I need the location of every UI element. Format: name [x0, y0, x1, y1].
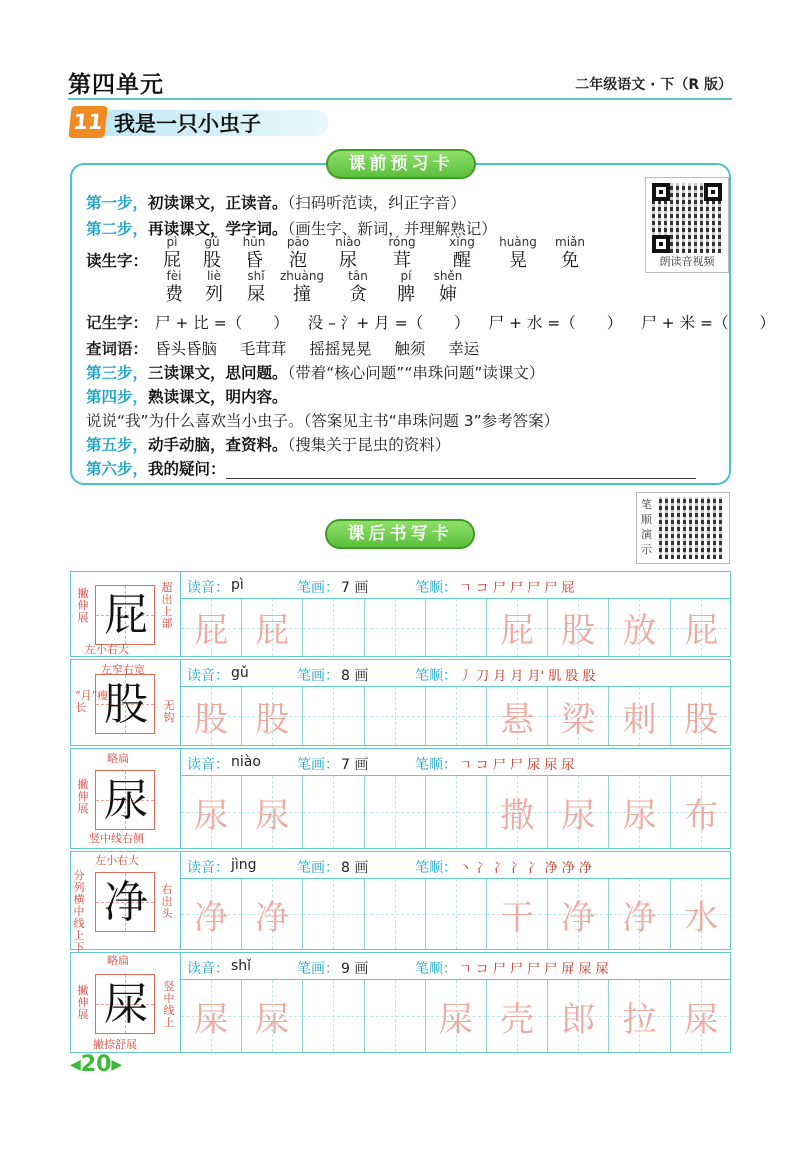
prev-arrow-icon: ◀: [70, 1057, 81, 1073]
trace-char: 净: [561, 897, 596, 938]
memo-item: 尸 + 水 =（ ）: [488, 314, 623, 332]
trace-char: [365, 599, 425, 656]
order-label: 笔顺：: [415, 961, 457, 977]
pinyin: niào: [335, 235, 361, 249]
writing-cell[interactable]: [548, 776, 609, 848]
trace-char: 屁: [255, 611, 290, 651]
writing-cell[interactable]: [487, 980, 548, 1052]
trace-char: 刺: [622, 699, 657, 740]
writing-cell[interactable]: [548, 980, 609, 1052]
pinyin: pì: [166, 235, 178, 249]
char-model-panel: [71, 852, 181, 954]
hanzi: 撞: [293, 284, 311, 305]
writing-cell[interactable]: [181, 776, 242, 848]
char-practice-block: [70, 851, 731, 954]
writing-cell[interactable]: [181, 980, 242, 1052]
hanzi: 昏: [245, 250, 263, 271]
trace-char: 净: [255, 897, 290, 938]
trace-char: 布: [684, 795, 719, 836]
question-text: 说说“我”为什么喜欢当小虫子。（答案见主书“串珠问题 3”参考答案）: [86, 412, 560, 430]
writing-cell[interactable]: [365, 776, 426, 848]
unit-title: 第四单元: [68, 72, 164, 98]
pinyin-value: gǔ: [231, 665, 249, 681]
trace-char: 屎: [684, 999, 719, 1040]
trace-char: [426, 599, 486, 656]
trace-char: 拉: [622, 999, 657, 1040]
writing-grid: [181, 776, 730, 848]
writing-cell[interactable]: [242, 599, 303, 656]
stroke-order: ㄱ コ 尸 尸 尿 尿 尿: [459, 758, 575, 773]
model-char-box: [95, 974, 155, 1034]
preview-card: [70, 154, 775, 485]
new-char: [188, 235, 236, 272]
word-item: 触须: [394, 340, 426, 358]
reading-label: 读音：: [187, 961, 229, 977]
strokes-value: 7 画: [341, 757, 369, 773]
pinyin: zhuàng: [279, 269, 325, 283]
writing-cell[interactable]: [365, 879, 426, 949]
pinyin-value: pì: [231, 577, 244, 593]
word-item: 幸运: [448, 340, 480, 358]
pinyin: hūn: [242, 235, 266, 249]
char-info-row: [181, 953, 730, 980]
trace-char: [365, 980, 425, 1052]
strokes-label: 笔画：: [297, 668, 339, 684]
writing-cell[interactable]: [365, 599, 426, 656]
writing-cell[interactable]: [487, 776, 548, 848]
writing-tip: 撇伸展: [77, 778, 89, 815]
writing-cell[interactable]: [242, 776, 303, 848]
pinyin: pí: [400, 269, 412, 283]
strokes-label: 笔画：: [297, 961, 339, 977]
writing-grid: [181, 879, 730, 949]
stroke-order: 丶 冫 冫 冫 冫 净 净 净: [459, 861, 592, 876]
reading-qr-code[interactable]: [645, 177, 729, 273]
strokes-value: 9 画: [341, 961, 369, 977]
new-char: [422, 269, 474, 306]
words-label: 查词语：: [86, 340, 149, 358]
writing-cell[interactable]: [365, 980, 426, 1052]
word-item: 昏头昏脑: [154, 340, 217, 358]
hanzi: 费: [165, 284, 183, 305]
new-char: [276, 269, 328, 306]
writing-cell[interactable]: [487, 599, 548, 656]
writing-cell[interactable]: [548, 879, 609, 949]
pinyin: tān: [348, 269, 368, 283]
pinyin: pāo: [286, 235, 310, 249]
writing-cell[interactable]: [609, 687, 670, 745]
trace-char: [303, 980, 363, 1052]
page-header: [68, 62, 732, 102]
pinyin: huàng: [499, 235, 537, 249]
grade-label: 二年级语文 · 下（R 版）: [575, 77, 732, 93]
reading-label: 读音：: [187, 580, 229, 596]
model-char-box: [95, 585, 155, 645]
hanzi: 晃: [509, 250, 527, 271]
char-info-row: [181, 749, 730, 776]
trace-char: [365, 879, 425, 949]
writing-cell[interactable]: [487, 687, 548, 745]
model-char: 净: [104, 877, 148, 928]
writing-cell[interactable]: [671, 687, 732, 745]
question-answer-line[interactable]: [226, 463, 696, 479]
model-char-box: [95, 770, 155, 830]
char-model-panel: [71, 660, 181, 745]
header-divider: [68, 98, 732, 100]
char-practice-block: [70, 571, 731, 657]
writing-tip: 无钩: [163, 699, 175, 724]
char-practice-block: [70, 748, 731, 849]
trace-char: [426, 776, 486, 848]
char-info-row: [181, 852, 730, 879]
read-chars-label: 读生字：: [86, 252, 149, 270]
strokes-value: 8 画: [341, 668, 369, 684]
writing-cell[interactable]: [242, 879, 303, 949]
model-char-box: [95, 674, 155, 734]
writing-tip: 竖中线右侧: [89, 832, 144, 845]
strokes-label: 笔画：: [297, 860, 339, 876]
trace-char: 屁: [194, 611, 229, 651]
new-char: [378, 235, 426, 272]
step-1: 第一步，初读课文，正读音。（扫码听范读，纠正字音）: [86, 194, 466, 212]
writing-tip: 左窄右宽: [101, 663, 145, 676]
hanzi: 泡: [289, 250, 307, 271]
strokes-value: 8 画: [341, 860, 369, 876]
writing-cell[interactable]: [426, 599, 487, 656]
strokes-label: 笔画：: [297, 757, 339, 773]
new-char: [494, 235, 542, 272]
writing-cell[interactable]: [242, 687, 303, 745]
model-char: 屁: [104, 590, 148, 641]
stroke-order: ㄱ コ 尸 尸 尸 尸 屁: [459, 581, 575, 596]
reading-label: 读音：: [187, 668, 229, 684]
order-label: 笔顺：: [415, 580, 457, 596]
pinyin-value: jìng: [231, 857, 257, 873]
trace-char: 悬: [500, 699, 535, 740]
trace-char: 股: [684, 699, 719, 740]
hanzi: 茸: [393, 250, 411, 271]
pinyin: róng: [388, 235, 416, 249]
preview-card-tag: 课前预习卡: [326, 149, 476, 179]
trace-char: 屁: [500, 611, 535, 651]
word-item: 摇摇晃晃: [309, 340, 372, 358]
trace-char: 壳: [500, 999, 535, 1040]
writing-cell[interactable]: [242, 980, 303, 1052]
memo-item: 尸 + 比 =（ ）: [154, 314, 289, 332]
trace-char: [303, 879, 363, 949]
pinyin: gǔ: [204, 235, 220, 249]
hanzi: 贪: [349, 284, 367, 305]
trace-char: 净: [194, 897, 229, 938]
new-char: [438, 235, 486, 272]
order-label: 笔顺：: [415, 668, 457, 684]
strokes-label: 笔画：: [297, 580, 339, 596]
writing-tip: 竖中线上: [163, 980, 175, 1029]
new-char: [546, 235, 594, 272]
next-arrow-icon: ▶: [111, 1057, 123, 1073]
lesson-number-badge: 11: [68, 106, 107, 138]
step-2: 第二步，再读课文，学字词。（画生字、新词，并理解熟记）: [86, 220, 497, 238]
writing-tip: 撇伸展: [77, 587, 89, 624]
reading-label: 读音：: [187, 757, 229, 773]
char-model-panel: [71, 953, 181, 1052]
trace-char: 股: [255, 699, 290, 740]
pinyin: miǎn: [555, 235, 585, 249]
writing-cell[interactable]: [609, 599, 670, 656]
trace-char: 屁: [684, 611, 719, 651]
writing-cell[interactable]: [548, 599, 609, 656]
step-6: 第六步，我的疑问：: [86, 457, 696, 479]
writing-cell[interactable]: [181, 879, 242, 949]
char-practice-block: [70, 952, 731, 1053]
stroke-order: ㄱ コ 尸 尸 尸 尸 屏 屎 屎: [459, 962, 609, 977]
writing-tip: 分列横中线上下: [73, 869, 85, 954]
char-info-row: [181, 660, 730, 687]
model-char: 尿: [104, 775, 148, 826]
new-char: [332, 269, 384, 306]
writing-grid: [181, 980, 730, 1052]
trace-char: 屎: [194, 999, 229, 1040]
page-number: ◀20▶: [70, 1052, 123, 1077]
trace-char: [426, 879, 486, 949]
trace-char: 放: [622, 611, 657, 651]
writing-cell[interactable]: [303, 776, 364, 848]
memo-item: 尸 + 米 =（ ）: [641, 314, 775, 332]
trace-char: 干: [500, 897, 535, 938]
pinyin: fèi: [166, 269, 182, 283]
writing-cell[interactable]: [303, 687, 364, 745]
writing-cell[interactable]: [609, 980, 670, 1052]
trace-char: 梁: [561, 699, 596, 740]
writing-grid: [181, 599, 730, 656]
writing-tip: 左小右大: [95, 854, 139, 867]
writing-cell[interactable]: [426, 776, 487, 848]
writing-tip: 右出头: [161, 883, 173, 920]
writing-cell[interactable]: [671, 980, 732, 1052]
writing-cell[interactable]: [671, 599, 732, 656]
trace-char: 净: [622, 897, 657, 938]
model-char-box: [95, 872, 155, 932]
writing-cell[interactable]: [303, 980, 364, 1052]
char-model-panel: [71, 749, 181, 848]
hanzi: 列: [205, 284, 223, 305]
trace-char: 水: [684, 897, 719, 938]
trace-char: 郎: [561, 999, 596, 1040]
writing-tip: 撇伸展: [77, 984, 89, 1021]
qr-caption: 朗读音视频: [659, 255, 715, 268]
writing-tip: “月”瘦长: [75, 689, 109, 714]
writing-cell[interactable]: [181, 687, 242, 745]
trace-char: 股: [194, 699, 229, 740]
lesson-name: 我是一只小虫子: [114, 112, 261, 136]
pinyin: liè: [206, 269, 222, 283]
trace-char: [303, 599, 363, 656]
trace-char: 尿: [622, 795, 657, 836]
hanzi: 脾: [397, 284, 415, 305]
model-char: 股: [104, 679, 148, 730]
new-char: [230, 235, 278, 272]
writing-cell[interactable]: [303, 599, 364, 656]
new-char: [230, 269, 282, 306]
trace-char: 屎: [438, 999, 473, 1040]
lesson-title: [70, 106, 330, 140]
trace-char: [365, 687, 425, 745]
stroke-order: 丿 刀 月 月 月' 肌 股 股: [459, 669, 596, 684]
step-4: 第四步，熟读课文，明内容。: [86, 388, 288, 406]
strokes-value: 7 画: [341, 580, 369, 596]
writing-cell[interactable]: [181, 599, 242, 656]
hanzi: 醒: [453, 250, 471, 271]
word-item: 毛茸茸: [239, 340, 287, 358]
memo-item: 没 – 氵+ 月 =（ ）: [307, 314, 470, 332]
writing-cell[interactable]: [671, 776, 732, 848]
trace-char: 屎: [255, 999, 290, 1040]
reading-label: 读音：: [187, 860, 229, 876]
hanzi: 屁: [163, 250, 181, 271]
trace-char: [365, 776, 425, 848]
writing-tip: 略扁: [107, 752, 129, 765]
writing-cell[interactable]: [426, 879, 487, 949]
model-char: 屎: [104, 979, 148, 1030]
hanzi: 免: [561, 250, 579, 271]
trace-char: 尿: [561, 795, 596, 836]
trace-char: 尿: [194, 795, 229, 836]
writing-tip: 略扁: [107, 954, 129, 967]
writing-cell[interactable]: [609, 776, 670, 848]
writing-cell[interactable]: [426, 980, 487, 1052]
writing-cell[interactable]: [609, 879, 670, 949]
char-info-row: [181, 572, 730, 599]
writing-cell[interactable]: [671, 879, 732, 949]
words-line: [86, 337, 497, 359]
step-3: 第三步，三读课文，思问题。（带着“核心问题”“串珠问题”读课文）: [86, 364, 545, 382]
writing-cell[interactable]: [365, 687, 426, 745]
memo-chars-line: [86, 311, 789, 333]
char-practice-block: [70, 659, 731, 746]
hanzi: 婶: [439, 284, 457, 305]
trace-char: 尿: [255, 795, 290, 836]
writing-tip: 超出上部: [161, 581, 173, 630]
qr-side-label: 笔顺演示: [641, 498, 652, 556]
hanzi: 尿: [339, 250, 357, 271]
pinyin: xǐng: [449, 235, 475, 249]
trace-char: 股: [561, 611, 596, 651]
writing-grid: [181, 687, 730, 745]
writing-cell[interactable]: [487, 879, 548, 949]
trace-char: [303, 687, 363, 745]
char-model-panel: [71, 572, 181, 656]
trace-char: [303, 776, 363, 848]
pinyin: shěn: [433, 269, 463, 283]
writing-cell[interactable]: [426, 687, 487, 745]
memo-label: 记生字：: [86, 314, 149, 332]
new-char: [324, 235, 372, 272]
hanzi: 股: [203, 250, 221, 271]
pinyin: shǐ: [247, 269, 265, 283]
writing-tip: 左小右大: [85, 643, 129, 656]
stroke-demo-qr-code[interactable]: [636, 492, 730, 564]
new-char: [274, 235, 322, 272]
hanzi: 屎: [247, 284, 265, 305]
step-5: 第五步，动手动脑，查资料。（搜集关于昆虫的资料）: [86, 436, 451, 454]
writing-card-tag: 课后书写卡: [325, 519, 475, 549]
trace-char: 撒: [500, 795, 535, 836]
pinyin-value: shǐ: [231, 958, 252, 974]
pinyin-value: niào: [231, 754, 261, 770]
writing-cell[interactable]: [303, 879, 364, 949]
trace-char: [426, 687, 486, 745]
order-label: 笔顺：: [415, 860, 457, 876]
writing-cell[interactable]: [548, 687, 609, 745]
order-label: 笔顺：: [415, 757, 457, 773]
writing-tip: 撇捺舒展: [93, 1038, 137, 1051]
